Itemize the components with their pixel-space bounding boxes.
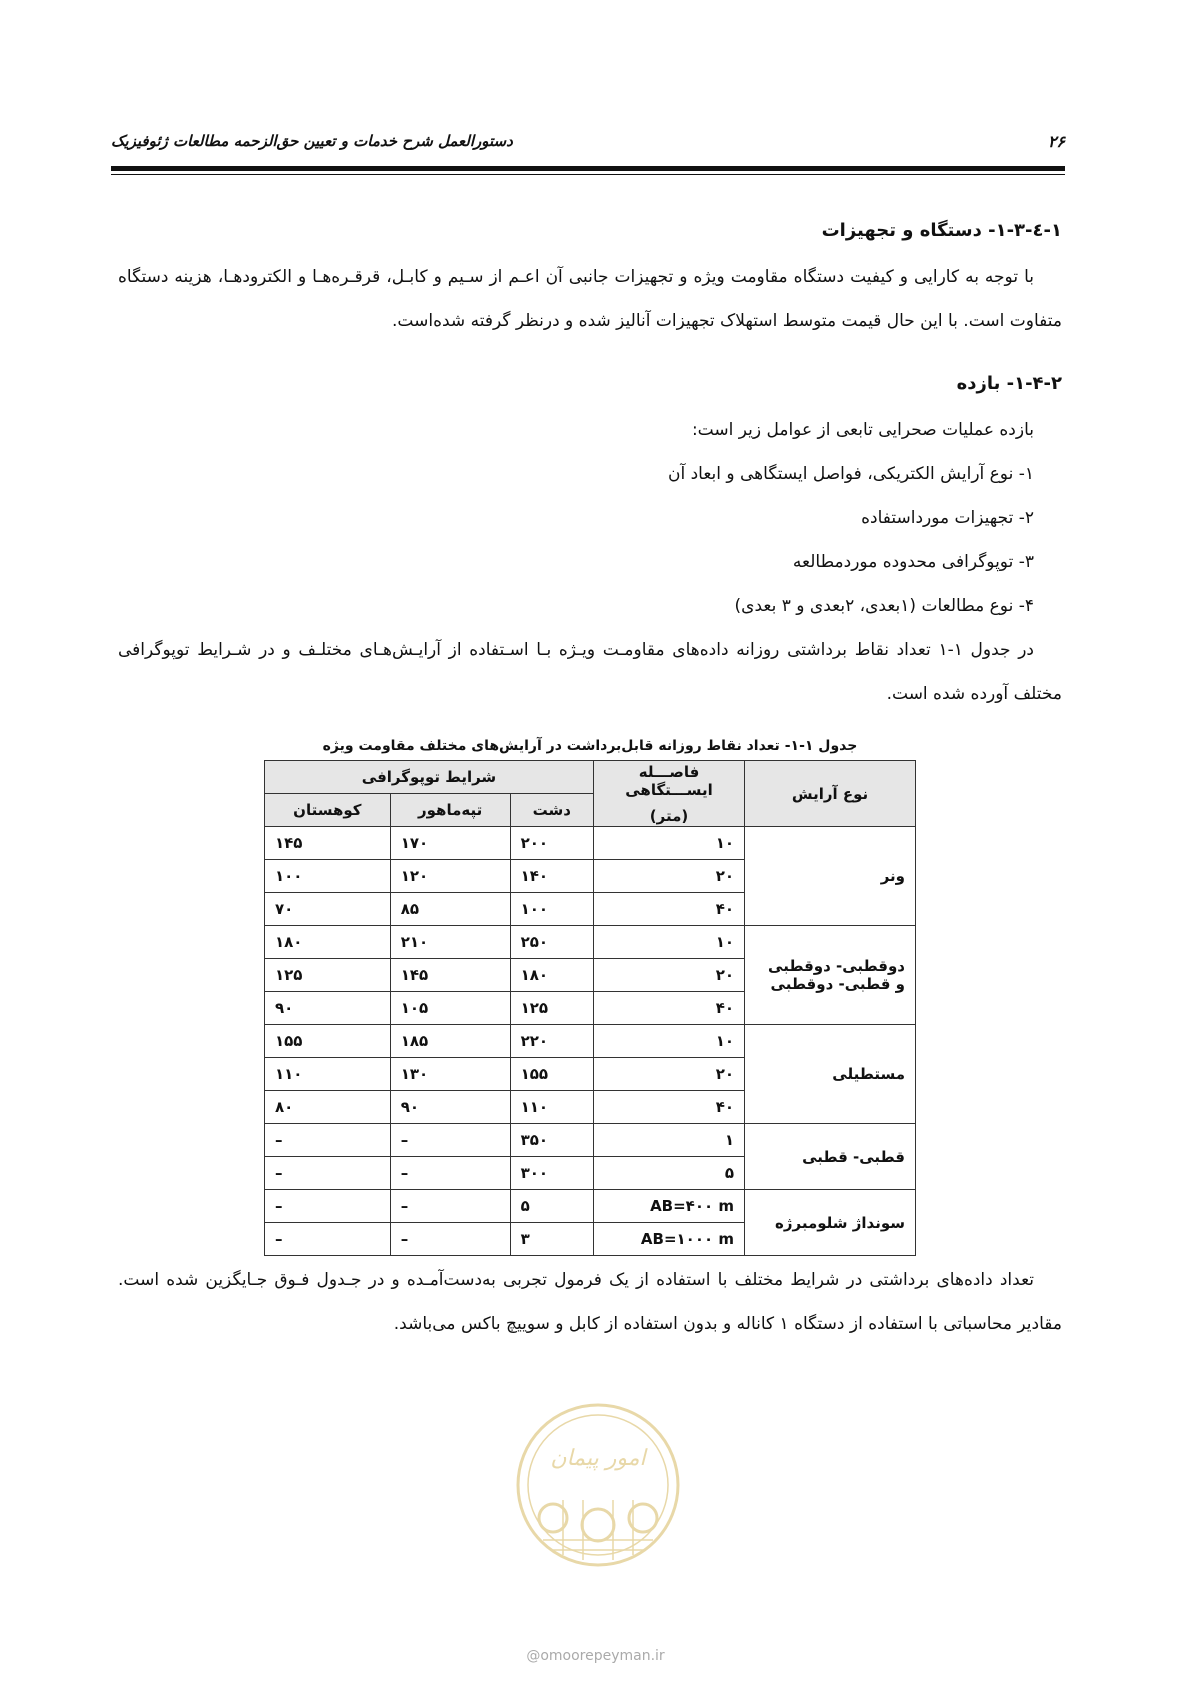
arrangement-cell: قطبی- قطبی [745, 1124, 916, 1190]
section-heading-efficiency: ۱-۴-۲- بازده [956, 373, 1062, 394]
header-rule-thin [111, 174, 1065, 175]
table-row [265, 926, 916, 959]
closing-paragraph: تعداد داده‌های برداشتی در شرایط مختلف با استفاده از یک فرمول تجربی به‌دست‌آمـده و در جـدول فـوق جـایگزین شده است. مقادیر محاسباتی با استفاده از دستگاه ۱ کاناله و بدون استفاده از کابل و سوییچ باکس می‌باشد. [118, 1270, 1062, 1334]
distance-cell: ۴۰ [594, 893, 745, 926]
section-heading-equipment: ۱-٤-۱-۳- دستگاه و تجهیزات [821, 220, 1062, 241]
plain-cell: ۳ [510, 1223, 593, 1256]
mountain-cell: ۱۰۰ [265, 860, 391, 893]
distance-cell: ۴۰ [594, 1091, 745, 1124]
list-item: ۴- نوع مطالعات (۱بعدی، ۲بعدی و ۳ بعدی) [734, 596, 1034, 616]
distance-cell: ۲۰ [594, 959, 745, 992]
table-row [265, 827, 916, 860]
col-header-mountain: کوهستان [265, 794, 391, 827]
hills-cell: ۱۲۰ [390, 860, 510, 893]
data-table [264, 760, 916, 1256]
page-header [111, 128, 1065, 156]
plain-cell: ۱۱۰ [510, 1091, 593, 1124]
mountain-cell: ۹۰ [265, 992, 391, 1025]
distance-cell: AB=۴۰۰ m [594, 1190, 745, 1223]
distance-cell: ۲۰ [594, 1058, 745, 1091]
table-body [265, 827, 916, 1256]
distance-cell: AB=۱۰۰۰ m [594, 1223, 745, 1256]
list-item: ۳- توپوگرافی محدوده موردمطالعه [792, 552, 1034, 572]
distance-header-line1: فاصـــله ایســـتگاهی [625, 762, 713, 799]
hills-cell: ۹۰ [390, 1091, 510, 1124]
distance-cell: ۵ [594, 1157, 745, 1190]
section-equipment-paragraph: با توجه به کارایی و کیفیت دستگاه مقاومت ویژه و تجهیزات جانبی آن اعـم از سـیم و کابـل، قرقـره‌هـا و الکترودهـا، هزینه دستگاه متفاوت است. با این حال قیمت متوسط استهلاک تجهیزات آنالیز شده و درنظر گرفته شده‌است. [118, 267, 1062, 331]
mountain-cell: ۷۰ [265, 893, 391, 926]
seal-text: امور پیمان [550, 1446, 646, 1471]
table-row [265, 1190, 916, 1223]
plain-cell: ۲۲۰ [510, 1025, 593, 1058]
col-header-plain: دشت [510, 794, 593, 827]
mountain-cell: – [265, 1124, 391, 1157]
arrangement-cell: سونداژ شلومبرژه [745, 1190, 916, 1256]
plain-cell: ۱۰۰ [510, 893, 593, 926]
page-number: ۲۶ [1047, 132, 1065, 151]
main-content [118, 208, 1062, 1346]
table-row [265, 1124, 916, 1157]
plain-cell: ۳۰۰ [510, 1157, 593, 1190]
distance-cell: ۱ [594, 1124, 745, 1157]
table-row [265, 1025, 916, 1058]
plain-cell: ۱۴۰ [510, 860, 593, 893]
watermark-site: @omoorepeyman.ir [526, 1648, 665, 1664]
mountain-cell: ۸۰ [265, 1091, 391, 1124]
mountain-cell: – [265, 1223, 391, 1256]
header-rule-thick [111, 166, 1065, 171]
plain-cell: ۲۰۰ [510, 827, 593, 860]
mountain-cell: ۱۴۵ [265, 827, 391, 860]
col-header-distance [594, 761, 745, 827]
mountain-cell: ۱۵۵ [265, 1025, 391, 1058]
list-item: ۲- تجهیزات مورداستفاده [861, 508, 1034, 528]
distance-cell: ۴۰ [594, 992, 745, 1025]
col-header-topography: شرایط توپوگرافی [265, 761, 594, 794]
plain-cell: ۱۲۵ [510, 992, 593, 1025]
arrangement-cell: ونر [745, 827, 916, 926]
mountain-cell: – [265, 1190, 391, 1223]
list-item: ۱- نوع آرایش الکتریکی، فواصل ایستگاهی و ابعاد آن [667, 464, 1034, 484]
header-title: دستورالعمل شرح خدمات و تعیین حق‌الزحمه مطالعات ژئوفیزیک [111, 132, 513, 150]
table-caption: جدول ۱-۱- تعداد نقاط روزانه قابل‌برداشت در آرایش‌های مختلف مقاومت ویژه [322, 738, 858, 754]
plain-cell: ۱۵۵ [510, 1058, 593, 1091]
watermark-seal [513, 1400, 683, 1570]
hills-cell: – [390, 1223, 510, 1256]
hills-cell: ۲۱۰ [390, 926, 510, 959]
plain-cell: ۳۵۰ [510, 1124, 593, 1157]
hills-cell: ۱۰۵ [390, 992, 510, 1025]
hills-cell: ۱۸۵ [390, 1025, 510, 1058]
mountain-cell: – [265, 1157, 391, 1190]
hills-cell: ۸۵ [390, 893, 510, 926]
hills-cell: – [390, 1124, 510, 1157]
hills-cell: – [390, 1190, 510, 1223]
col-header-arrangement: نوع آرایش [745, 761, 916, 827]
plain-cell: ۱۸۰ [510, 959, 593, 992]
plain-cell: ۵ [510, 1190, 593, 1223]
col-header-hills: تپه‌ماهور [390, 794, 510, 827]
distance-cell: ۱۰ [594, 1025, 745, 1058]
arrangement-cell: دوقطبی- دوقطبی و قطبی- دوقطبی [745, 926, 916, 1025]
distance-header-line2: (متر) [649, 806, 689, 825]
factor-list [118, 452, 1062, 628]
mountain-cell: ۱۲۵ [265, 959, 391, 992]
hills-cell: ۱۴۵ [390, 959, 510, 992]
distance-cell: ۲۰ [594, 860, 745, 893]
table-intro-paragraph: در جدول ۱-۱ تعداد نقاط برداشتی روزانه داده‌های مقاومـت ویـژه بـا اسـتفاده از آرایـش‌هـای مختلـف و در شـرایط توپوگرافی مختلف آورده شده است. [118, 640, 1062, 704]
mountain-cell: ۱۱۰ [265, 1058, 391, 1091]
hills-cell: ۱۷۰ [390, 827, 510, 860]
hills-cell: – [390, 1157, 510, 1190]
distance-cell: ۱۰ [594, 926, 745, 959]
plain-cell: ۲۵۰ [510, 926, 593, 959]
mountain-cell: ۱۸۰ [265, 926, 391, 959]
distance-cell: ۱۰ [594, 827, 745, 860]
hills-cell: ۱۳۰ [390, 1058, 510, 1091]
arrangement-cell: مستطیلی [745, 1025, 916, 1124]
efficiency-intro: بازده عملیات صحرایی تابعی از عوامل زیر است: [691, 420, 1034, 440]
